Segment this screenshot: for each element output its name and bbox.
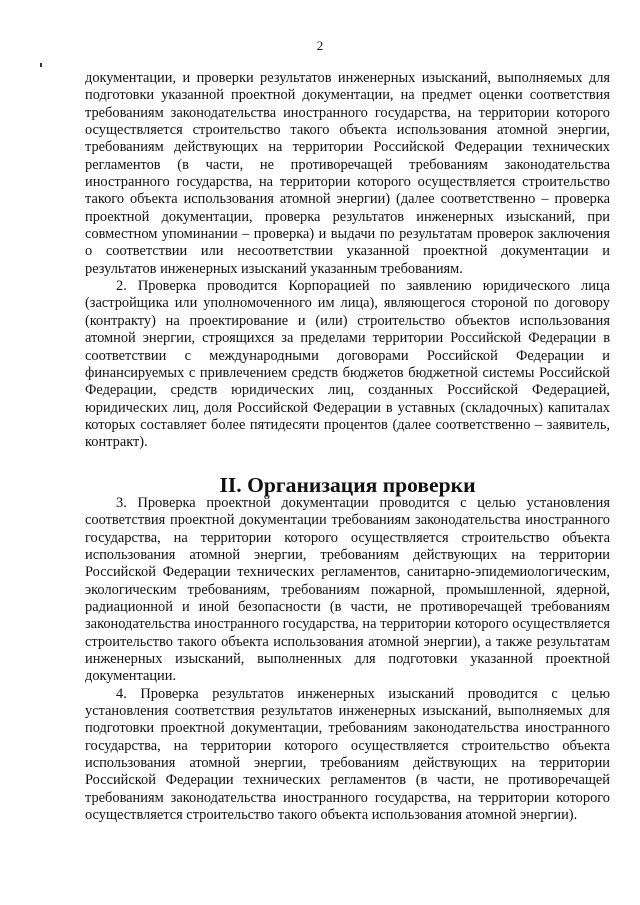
- document-body: [85, 70, 610, 824]
- scan-artifact-mark: [40, 63, 42, 67]
- paragraph-4: 4. Проверка результатов инженерных изысканий проводится с целью установления соответствия результатов инженерных изысканий, выполняемых для подготовки проектной документации, требованиям законодательства иностранного государства, на территории которого осуществляется строительство объекта использования атомной энергии, требованиям действующих на территории Российской Федерации технических регламентов (в части, не противоречащей требованиям законодательства иностранного государства, на территории которого осуществляется строительство такого объекта использования атомной энергии).: [85, 685, 610, 824]
- paragraph-3: 3. Проверка проектной документации проводится с целью установления соответствия проектной документации требованиям законодательства иностранного государства, на территории которого осуществляется строительство объекта использования атомной энергии, требованиям действующих на территории Российской Федерации технических регламентов, санитарно-эпидемиологическим, экологическим требованиям, требованиям пожарной, промышленной, ядерной, радиационной и иной безопасности (в части, не противоречащей требованиям законодательства иностранного государства, на территории которого осуществляется строительство такого объекта использования атомной энергии), а также результатам инженерных изысканий, выполненных для подготовки указанной проектной документации.: [85, 494, 610, 685]
- page-number: 2: [316, 38, 324, 53]
- section-heading: II. Организация проверки: [219, 472, 476, 497]
- paragraph-2: 2. Проверка проводится Корпорацией по заявлению юридического лица (застройщика или уполномоченного им лица), являющегося стороной по договору (контракту) на проектирование и (или) строительство объектов использования атомной энергии, строящихся за пределами территории Российской Федерации в соответствии с международными договорами Российской Федерации и финансируемых с привлечением средств бюджетов бюджетной системы Российской Федерации, средств юридических лиц, созданных Российской Федерацией, юридических лиц, доля Российской Федерации в уставных (складочных) капиталах которых составляет более пятидесяти процентов (далее соответственно – заявитель, контракт).: [85, 278, 610, 451]
- paragraph-continuation: документации, и проверки результатов инженерных изысканий, выполняемых для подготовки указанной проектной документации, на предмет оценки соответствия требованиям законодательства иностранного государства, на территории которого осуществляется строительство такого объекта использования атомной энергии, требованиям действующих на территории Российской Федерации технических регламентов (в части, не противоречащей требованиям законодательства иностранного государства, на территории которого осуществляется строительство такого объекта использования атомной энергии) (далее соответственно – проверка проектной документации, проверка результатов инженерных изысканий, при совместном упоминании – проверка) и выдачи по результатам проверок заключения о соответствии или несоответствии указанной проектной документации и результатов инженерных изысканий указанным требованиям.: [85, 70, 610, 277]
